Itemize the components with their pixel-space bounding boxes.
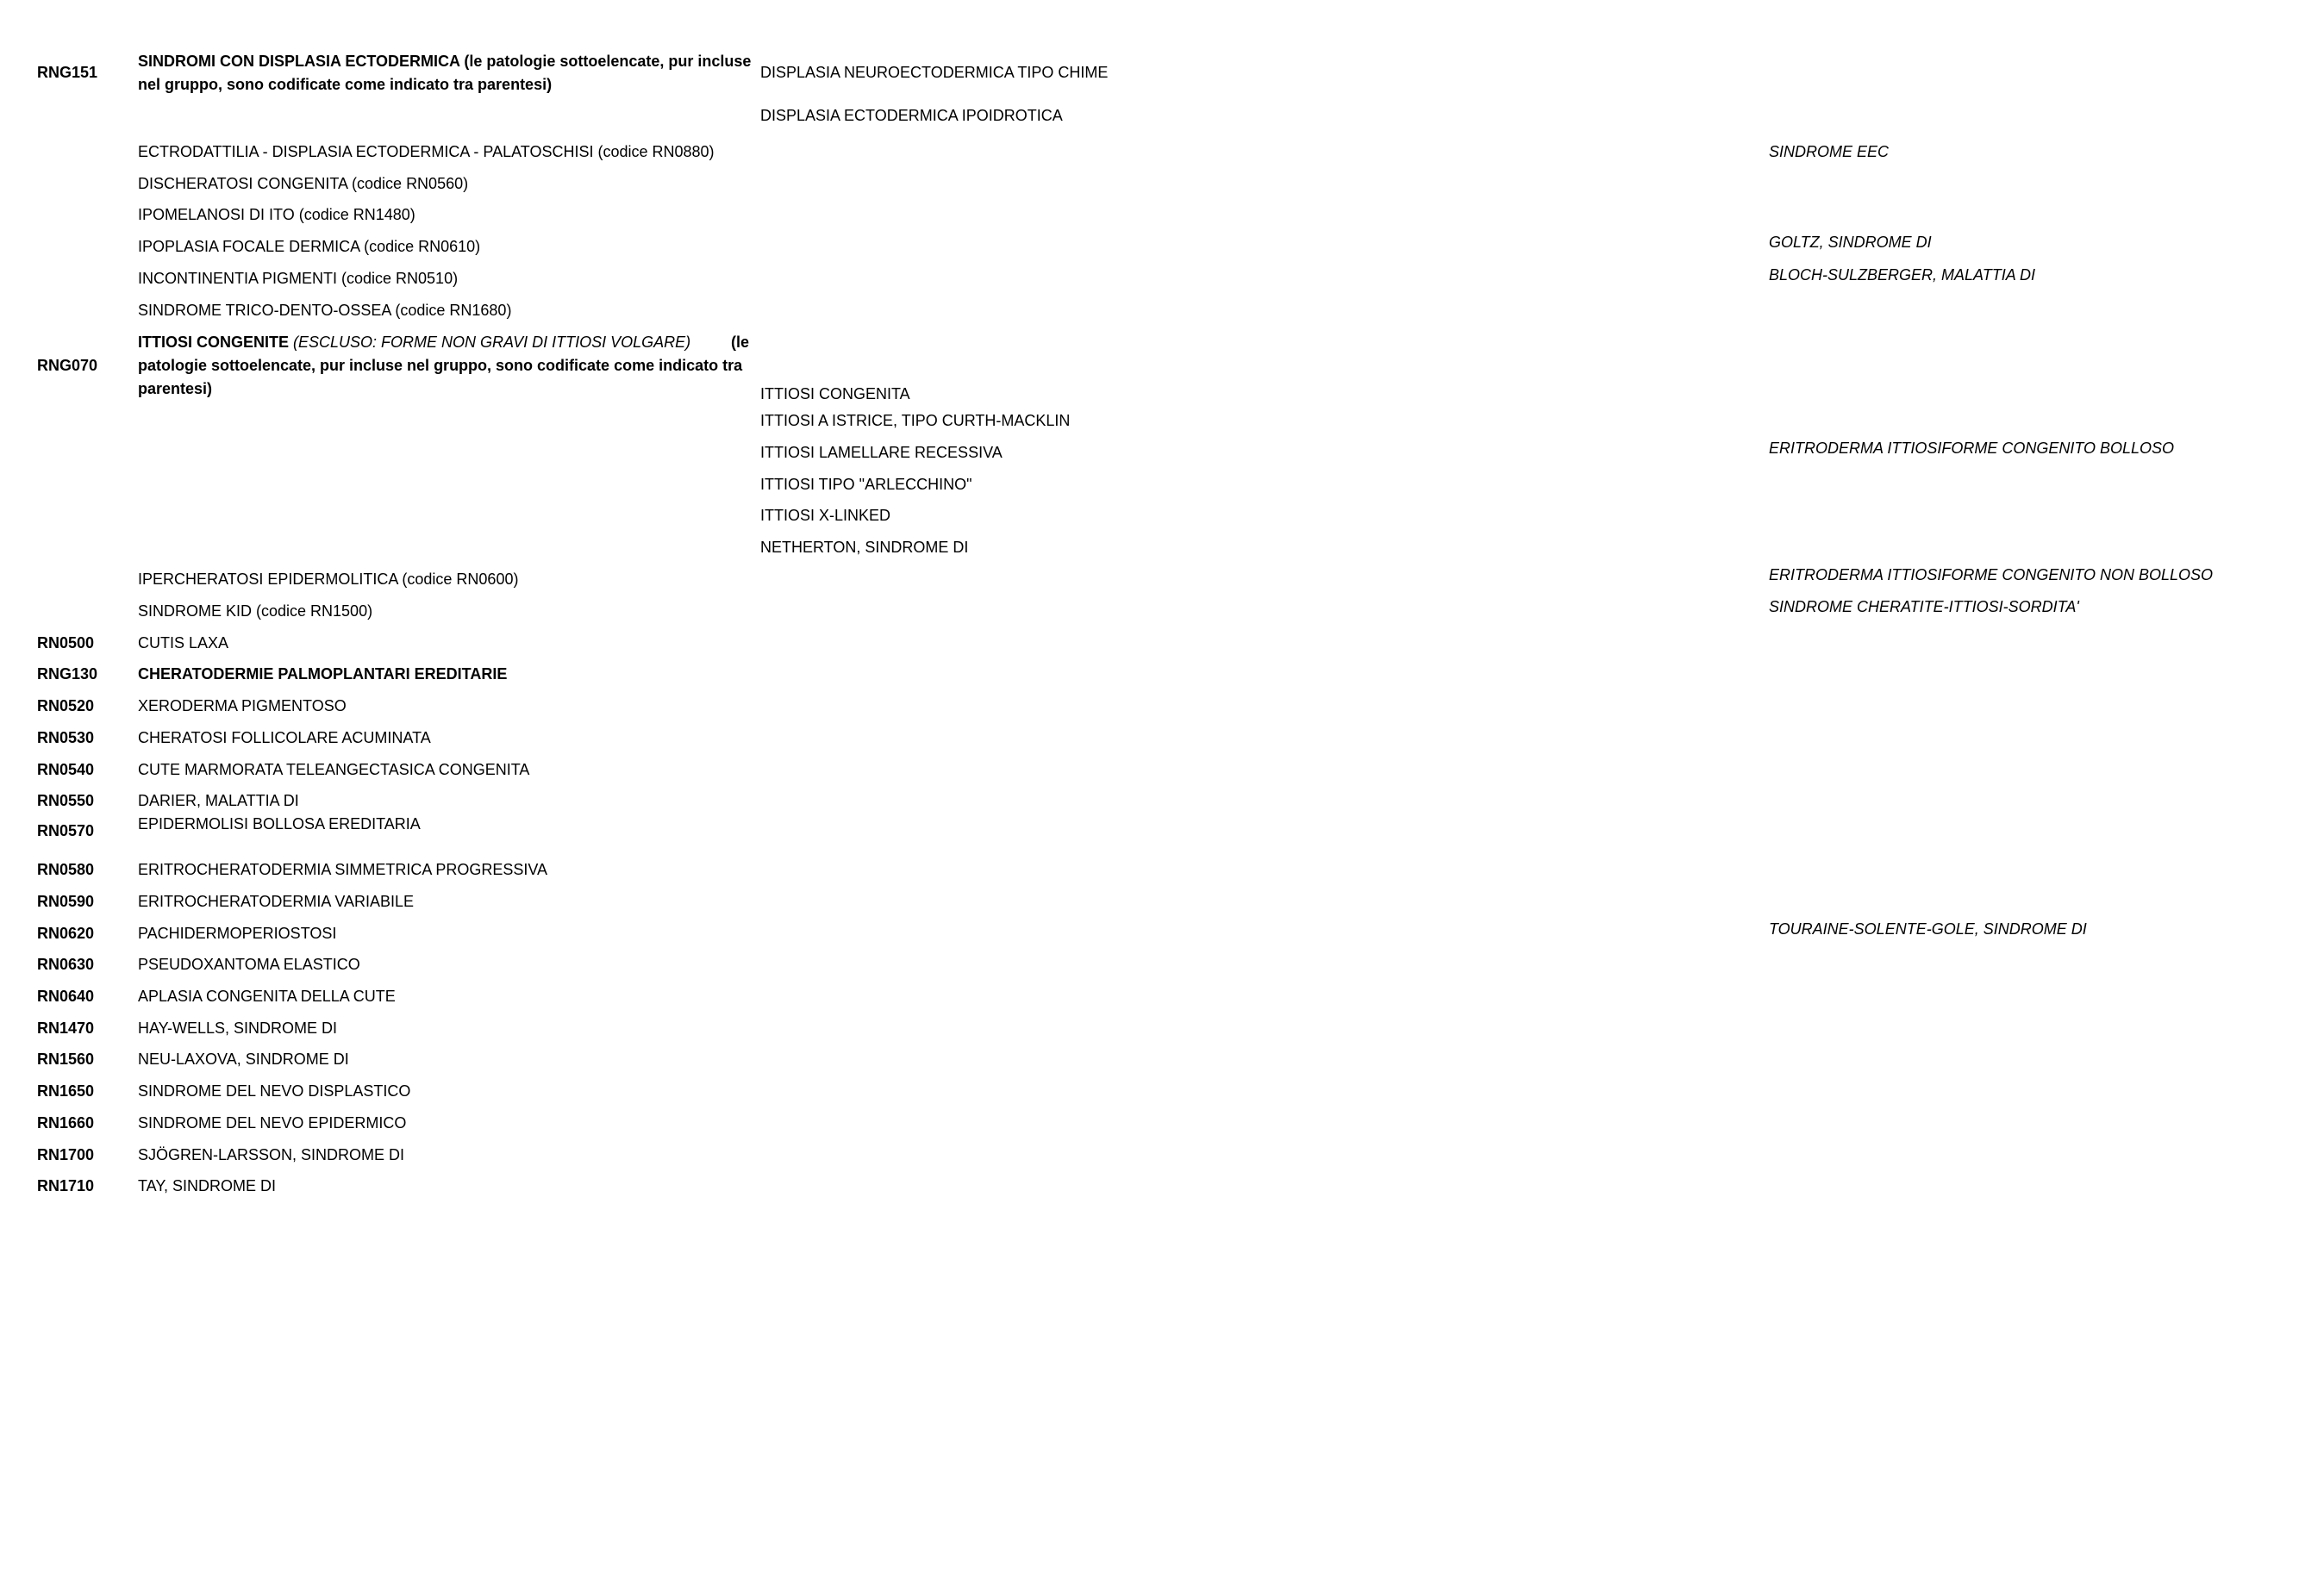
disease-name: ERITROCHERATODERMIA SIMMETRICA PROGRESSIVA [138,861,548,878]
disease-name: SINDROME DEL NEVO EPIDERMICO [138,1114,407,1132]
disease-code: RN1560 [37,1051,95,1068]
disease-name: CUTIS LAXA [138,634,229,652]
disease-code: RN1700 [37,1146,95,1163]
synonym: SINDROME EEC [1769,143,1890,160]
included-disease: IPERCHERATOSI EPIDERMOLITICA (codice RN0600) [138,571,519,588]
disease-code: RN0550 [37,792,95,809]
included-disease: DISCHERATOSI CONGENITA (codice RN0560) [138,175,469,192]
subtype-name: ITTIOSI CONGENITA [760,385,910,402]
subtype-name: ITTIOSI X-LINKED [760,507,891,524]
subtype-name: DISPLASIA ECTODERMICA IPOIDROTICA [760,107,1063,124]
disease-code: RN0530 [37,729,95,746]
disease-name: CHERATOSI FOLLICOLARE ACUMINATA [138,729,431,746]
disease-name: HAY-WELLS, SINDROME DI [138,1019,338,1037]
disease-code: RN0520 [37,697,95,714]
subtype-name: DISPLASIA NEUROECTODERMICA TIPO CHIME [760,64,1109,81]
included-disease: IPOPLASIA FOCALE DERMICA (codice RN0610) [138,238,481,255]
disease-name: CUTE MARMORATA TELEANGECTASICA CONGENITA [138,761,530,778]
subtype-name: ITTIOSI TIPO "ARLECCHINO" [760,476,972,493]
group-heading-line1: SINDROMI CON DISPLASIA ECTODERMICA (le patologie sottoelencate, pur incluse [138,53,752,70]
disease-name: SJÖGREN-LARSSON, SINDROME DI [138,1146,405,1163]
disease-name: PACHIDERMOPERIOSTOSI [138,925,337,942]
disease-code: RN0620 [37,925,95,942]
disease-name: EPIDERMOLISI BOLLOSA EREDITARIA [138,815,421,832]
disease-code: RN0640 [37,988,95,1005]
group-code: RNG151 [37,64,98,81]
synonym: GOLTZ, SINDROME DI [1769,234,1932,251]
disease-name: ERITROCHERATODERMIA VARIABILE [138,893,415,910]
group-heading-bold: ITTIOSI CONGENITE [138,334,290,351]
group-heading-line2: patologie sottoelencate, pur incluse nel gruppo, sono codificate come indicato tra [138,357,743,374]
disease-name: PSEUDOXANTOMA ELASTICO [138,956,360,973]
synonym: ERITRODERMA ITTIOSIFORME CONGENITO BOLLOSO [1769,440,2175,457]
disease-code: RN0570 [37,822,95,839]
included-disease: ECTRODATTILIA - DISPLASIA ECTODERMICA - PALATOSCHISI (codice RN0880) [138,143,715,160]
disease-code: RN0540 [37,761,95,778]
disease-name: SINDROME DEL NEVO DISPLASTICO [138,1082,411,1100]
included-disease: INCONTINENTIA PIGMENTI (codice RN0510) [138,270,459,287]
included-disease: SINDROME KID (codice RN1500) [138,602,373,620]
disease-code: RN0630 [37,956,95,973]
included-disease: SINDROME TRICO-DENTO-OSSEA (codice RN1680) [138,302,512,319]
disease-code: RN1470 [37,1019,95,1037]
group-heading-line1 [138,331,690,354]
disease-code: RN0580 [37,861,95,878]
group-code: RNG070 [37,357,98,374]
disease-code: RN1710 [37,1177,95,1194]
group-heading-tail: (le [731,334,750,351]
subtype-name: NETHERTON, SINDROME DI [760,539,969,556]
disease-code: RN1650 [37,1082,95,1100]
disease-name: CHERATODERMIE PALMOPLANTARI EREDITARIE [138,665,508,683]
synonym: SINDROME CHERATITE-ITTIOSI-SORDITA' [1769,598,2079,615]
disease-code: RN0500 [37,634,95,652]
disease-name: NEU-LAXOVA, SINDROME DI [138,1051,349,1068]
disease-name: XERODERMA PIGMENTOSO [138,697,347,714]
synonym: ERITRODERMA ITTIOSIFORME CONGENITO NON BOLLOSO [1769,566,2214,583]
disease-code: RNG130 [37,665,98,683]
disease-code: RN1660 [37,1114,95,1132]
group-heading-exclusion: (ESCLUSO: FORME NON GRAVI DI ITTIOSI VOLGARE) [293,334,691,351]
disease-name: DARIER, MALATTIA DI [138,792,299,809]
disease-code: RN0590 [37,893,95,910]
included-disease: IPOMELANOSI DI ITO (codice RN1480) [138,206,415,223]
subtype-name: ITTIOSI A ISTRICE, TIPO CURTH-MACKLIN [760,412,1071,429]
synonym: TOURAINE-SOLENTE-GOLE, SINDROME DI [1769,920,2087,938]
group-heading-line2: nel gruppo, sono codificate come indicato tra parentesi) [138,76,553,93]
disease-name: TAY, SINDROME DI [138,1177,277,1194]
synonym: BLOCH-SULZBERGER, MALATTIA DI [1769,266,2036,284]
disease-name: APLASIA CONGENITA DELLA CUTE [138,988,396,1005]
group-heading-line3: parentesi) [138,380,213,397]
subtype-name: ITTIOSI LAMELLARE RECESSIVA [760,444,1003,461]
